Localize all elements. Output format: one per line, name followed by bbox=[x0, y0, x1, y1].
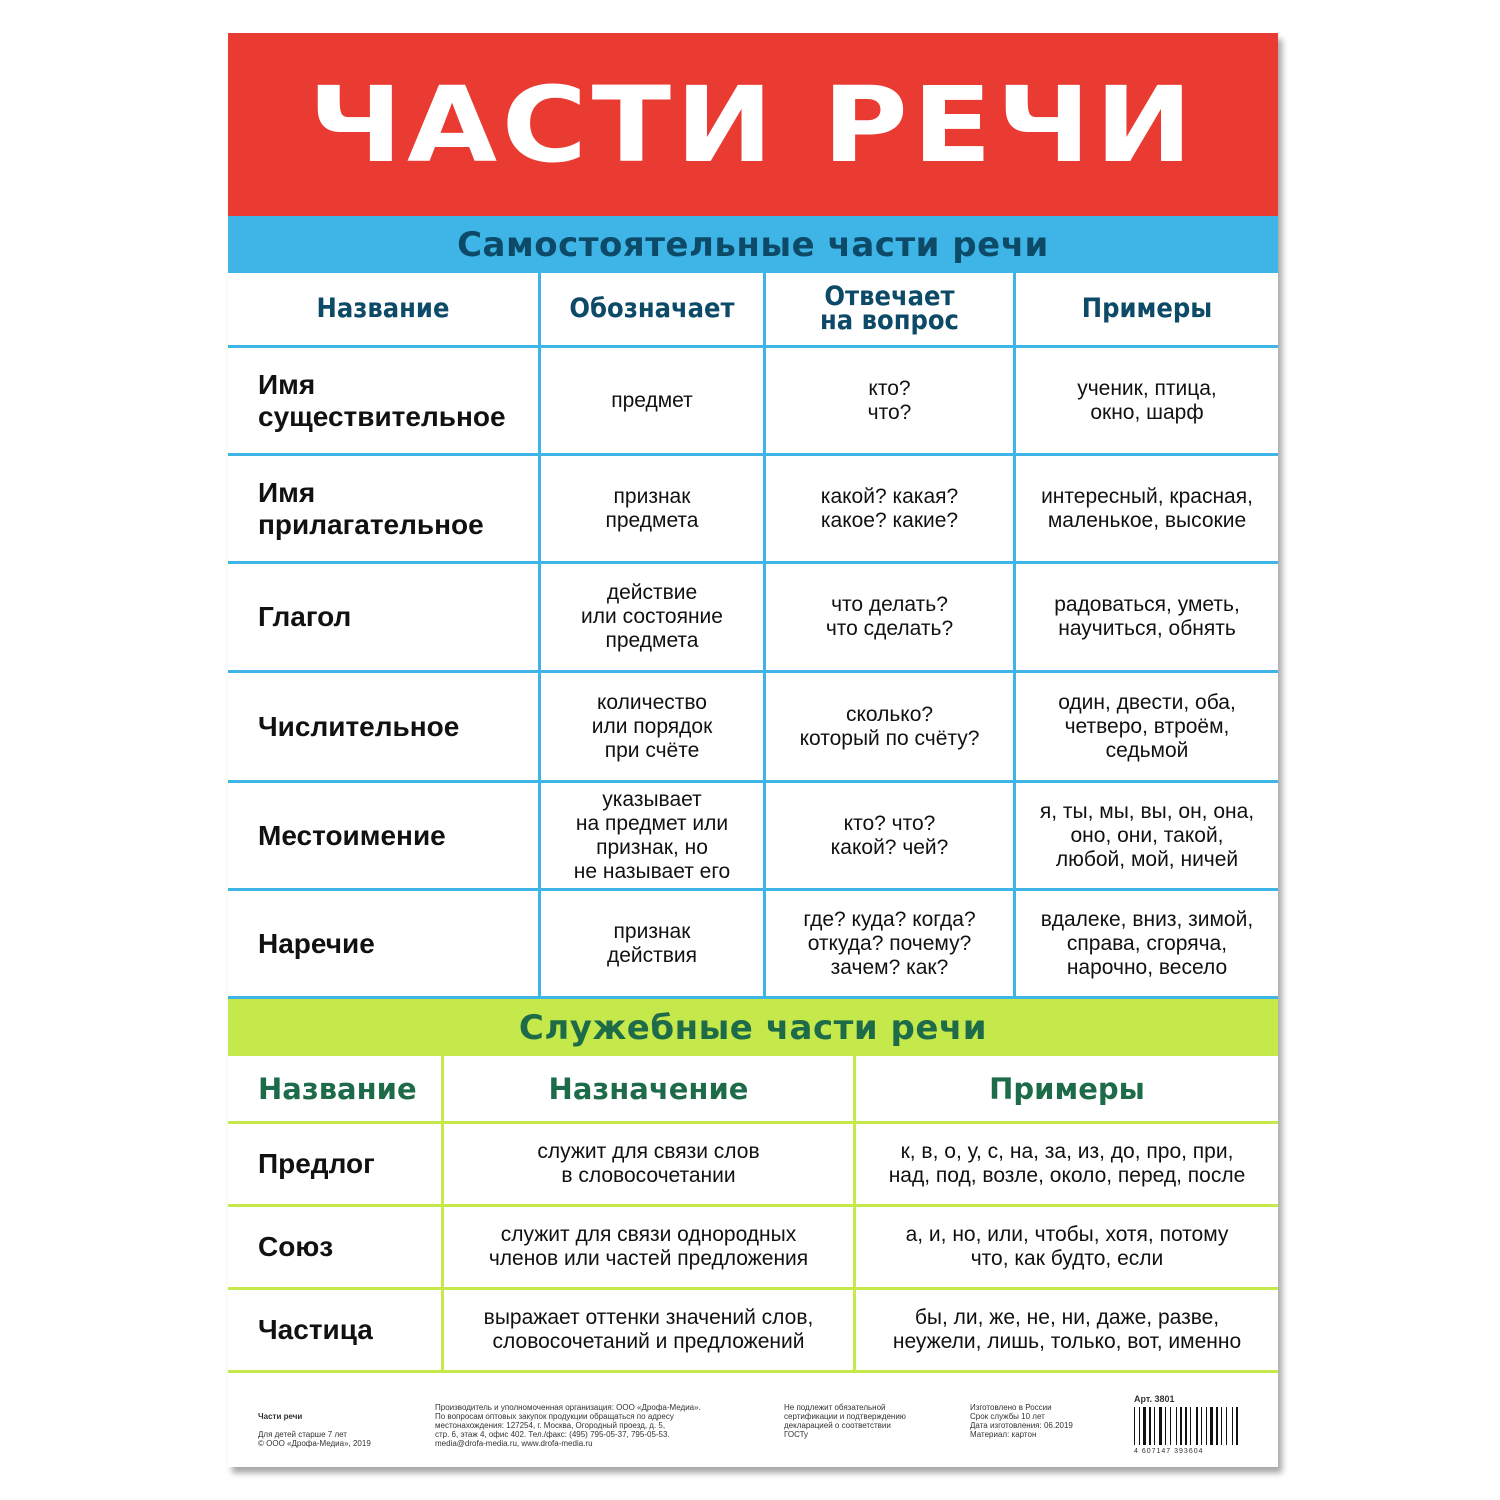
footer-manufacturer: Производитель и уполномоченная организация: ООО «Дрофа-Медиа». По вопросам оптовых закупок продукции обращаться по адресу местонахождения: 127254, г. Москва, Огородный проезд, д. 5, стр. 6, этаж 4, офис 402. Тел./факс: (495) 795-05-37, 795-05-53. media@drofa-media.ru, www.drofa-media.ru bbox=[435, 1403, 701, 1448]
barcode-icon bbox=[1134, 1407, 1240, 1445]
row-examples: интересный, красная, маленькое, высокие bbox=[1016, 456, 1278, 564]
row-means: количество или порядок при счёте bbox=[541, 673, 766, 783]
row-name: Местоимение bbox=[228, 783, 541, 891]
row-name: Частица bbox=[228, 1290, 444, 1373]
footer-product-block bbox=[258, 1403, 371, 1457]
row-name: Предлог bbox=[228, 1124, 444, 1207]
barcode-digits: 4 607147 393604 bbox=[1134, 1448, 1204, 1455]
row-purpose: выражает оттенки значений слов, словосочетаний и предложений bbox=[444, 1290, 856, 1373]
row-examples: к, в, о, у, с, на, за, из, до, про, при, над, под, возле, около, перед, после bbox=[856, 1124, 1278, 1207]
column-header-means: Обозначает bbox=[541, 273, 766, 348]
row-questions: где? куда? когда? откуда? почему? зачем? как? bbox=[766, 891, 1016, 999]
service-section-title: Служебные части речи bbox=[518, 1007, 988, 1048]
column-header-purpose: Назначение bbox=[444, 1056, 856, 1124]
independent-section-header bbox=[228, 216, 1278, 273]
row-means: предмет bbox=[541, 348, 766, 456]
row-purpose: служит для связи однородных членов или частей предложения bbox=[444, 1207, 856, 1290]
column-header-examples: Примеры bbox=[1016, 273, 1278, 348]
row-questions: какой? какая? какое? какие? bbox=[766, 456, 1016, 564]
row-examples: вдалеке, вниз, зимой, справа, сгоряча, нарочно, весело bbox=[1016, 891, 1278, 999]
row-examples: ученик, птица, окно, шарф bbox=[1016, 348, 1278, 456]
row-name: Союз bbox=[228, 1207, 444, 1290]
service-parts-table bbox=[228, 1056, 1278, 1373]
footer-product-info: Для детей старше 7 лет © ООО «Дрофа-Медиа», 2019 bbox=[258, 1430, 371, 1448]
column-header-question: Отвечает на вопрос bbox=[766, 273, 1016, 348]
row-means: указывает на предмет или признак, но не называет его bbox=[541, 783, 766, 891]
row-means: действие или состояние предмета bbox=[541, 564, 766, 673]
row-purpose: служит для связи слов в словосочетании bbox=[444, 1124, 856, 1207]
row-examples: радоваться, уметь, научиться, обнять bbox=[1016, 564, 1278, 673]
poster bbox=[228, 33, 1278, 1467]
row-name: Имя существительное bbox=[228, 348, 541, 456]
row-examples: я, ты, мы, вы, он, она, оно, они, такой, любой, мой, ничей bbox=[1016, 783, 1278, 891]
poster-title: ЧАСТИ РЕЧИ bbox=[308, 63, 1198, 186]
service-section-header bbox=[228, 999, 1278, 1056]
row-name: Имя прилагательное bbox=[228, 456, 541, 564]
row-means: признак предмета bbox=[541, 456, 766, 564]
column-header-examples: Примеры bbox=[856, 1056, 1278, 1124]
footer-production-info: Изготовлено в России Срок службы 10 лет Дата изготовления: 06.2019 Материал: картон bbox=[970, 1403, 1073, 1439]
row-name: Наречие bbox=[228, 891, 541, 999]
row-questions: кто? что? bbox=[766, 348, 1016, 456]
row-questions: кто? что? какой? чей? bbox=[766, 783, 1016, 891]
row-name: Глагол bbox=[228, 564, 541, 673]
title-banner bbox=[228, 33, 1278, 216]
footer-certification: Не подлежит обязательной сертификации и подтверждению декларацией о соответствии ГОСТу bbox=[784, 1403, 906, 1439]
article-number: Арт. 3801 bbox=[1134, 1394, 1175, 1404]
independent-parts-table bbox=[228, 273, 1278, 999]
row-name: Числительное bbox=[228, 673, 541, 783]
column-header-name: Название bbox=[228, 1056, 444, 1124]
column-header-name: Название bbox=[228, 273, 541, 348]
independent-section-title: Самостоятельные части речи bbox=[457, 224, 1049, 265]
row-questions: что делать? что сделать? bbox=[766, 564, 1016, 673]
row-examples: один, двести, оба, четверо, втроём, седьмой bbox=[1016, 673, 1278, 783]
row-questions: сколько? который по счёту? bbox=[766, 673, 1016, 783]
row-examples: а, и, но, или, чтобы, хотя, потому что, как будто, если bbox=[856, 1207, 1278, 1290]
footer-product-title: Части речи bbox=[258, 1412, 303, 1421]
imprint-footer bbox=[228, 1373, 1278, 1467]
row-examples: бы, ли, же, не, ни, даже, разве, неужели, лишь, только, вот, именно bbox=[856, 1290, 1278, 1373]
row-means: признак действия bbox=[541, 891, 766, 999]
